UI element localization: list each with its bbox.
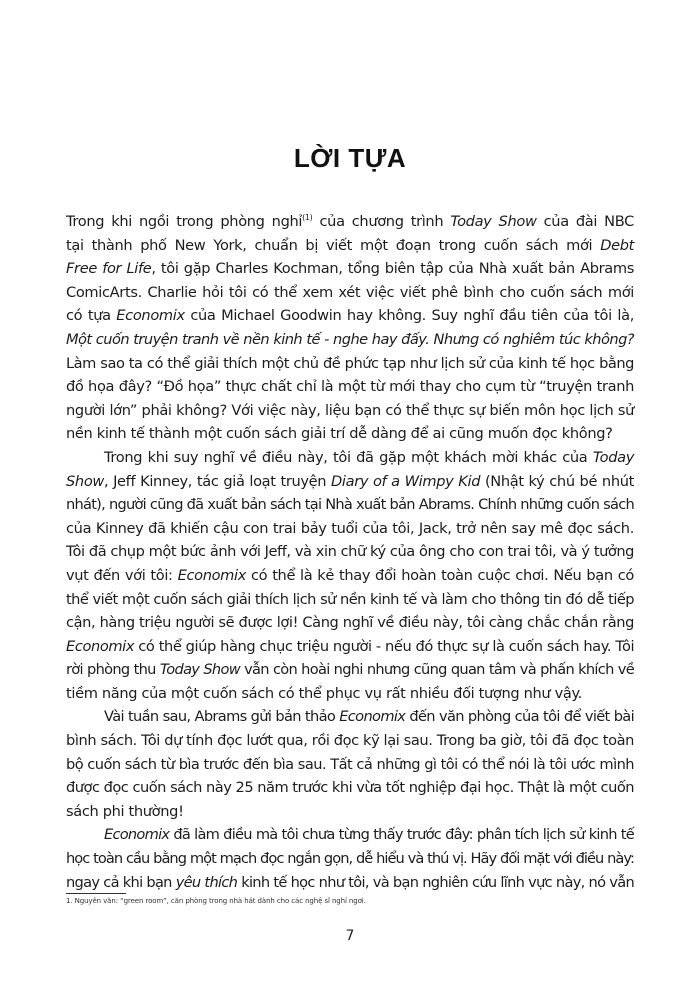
italic-text: Debt xyxy=(600,236,634,254)
text-line xyxy=(66,729,634,753)
italic-text: Economix xyxy=(66,637,135,655)
text-segment: nền kinh tế thành một cuốn sách giải trí dễ dàng để ai cũng muốn đọc không? xyxy=(66,425,613,443)
text-line xyxy=(66,635,634,659)
text-segment: tiềm năng của một cuốn sách có thể phục vụ rất nhiều đối tượng như vậy. xyxy=(66,684,582,702)
italic-text: Show xyxy=(66,472,104,490)
text-segment: Vài tuần sau, Abrams gửi bản thảo xyxy=(104,708,340,726)
text-line xyxy=(66,493,634,517)
text-line xyxy=(66,705,634,729)
text-segment: bộ cuốn sách từ bìa trước đến bìa sau. Tất cả những gì tôi có thể nói là tôi ước mình xyxy=(66,755,634,773)
text-segment: ngay cả khi bạn xyxy=(66,873,176,891)
text-line xyxy=(66,328,634,352)
text-line xyxy=(66,375,634,399)
body-text xyxy=(66,210,634,894)
text-line xyxy=(66,871,634,895)
text-line xyxy=(66,257,634,281)
text-line xyxy=(66,304,634,328)
text-segment: của Kinney đã khiến cậu con trai bảy tuổi của tôi, Jack, trở nên say mê đọc sách. xyxy=(66,519,634,537)
text-segment: ComicArts. Charlie hỏi tôi có thể xem xét việc viết phê bình cho cuốn sách mới xyxy=(66,283,634,301)
italic-text: Economix xyxy=(339,708,406,726)
italic-text: Một cuốn truyện tranh về nền kinh tế - nghe hay đấy. Nhưng có nghiêm túc không? xyxy=(66,330,634,348)
footnote: 1. Nguyên văn: “green room”, căn phòng trong nhà hát dành cho các nghệ sĩ nghỉ ngơi. xyxy=(66,897,366,905)
text-segment: tại thành phố New York, chuẩn bị viết một đoạn trong cuốn sách mới xyxy=(66,236,601,254)
text-segment: của Michael Goodwin hay không. Suy nghĩ đầu tiên của tôi là, xyxy=(184,307,634,325)
text-line xyxy=(66,234,634,258)
text-line xyxy=(66,281,634,305)
text-line xyxy=(66,847,634,871)
text-line xyxy=(66,564,634,588)
text-line xyxy=(66,682,634,706)
page-number: 7 xyxy=(345,928,355,944)
text-segment: vụt đến với tôi: xyxy=(66,566,178,584)
text-line xyxy=(66,446,634,470)
footnote-divider xyxy=(66,893,126,894)
text-line xyxy=(66,517,634,541)
text-segment: đồ họa đây? “Đồ họa” thực chất chỉ là một từ mới thay cho cụm từ “truyện tranh xyxy=(66,378,634,396)
text-line xyxy=(66,823,634,847)
text-segment: có thể là kẻ thay đổi hoàn toàn cuộc chơi. Nếu bạn có xyxy=(246,566,634,584)
text-segment: thể viết một cuốn sách giải thích lịch sử nền kinh tế và làm cho thông tin đó dễ tiếp xyxy=(66,590,634,608)
text-line xyxy=(66,210,634,234)
text-segment: của đài NBC xyxy=(536,213,634,230)
text-segment: (Nhật ký chú bé nhút xyxy=(480,472,634,490)
page-title: LỜI TỰA xyxy=(293,143,407,173)
text-segment: bình sách. Tôi dự tính đọc lướt qua, rồi đọc kỹ lại sau. Trong ba giờ, tôi đã đọc toàn xyxy=(66,732,634,750)
italic-text: yêu thích xyxy=(175,873,238,891)
footnote-reference: (1) xyxy=(302,213,313,222)
text-segment: có tựa xyxy=(66,307,117,325)
italic-text: Economix xyxy=(177,566,247,584)
italic-text: Today Show xyxy=(159,661,240,679)
text-segment: có thể giúp hàng chục triệu người - nếu đó thực sự là cuốn sách hay. Tôi xyxy=(134,637,635,655)
text-segment: , tôi gặp Charles Kochman, tổng biên tập của Nhà xuất bản Abrams xyxy=(151,260,634,278)
italic-text: Today Show xyxy=(450,213,537,230)
text-segment: Trong khi suy nghĩ về điều này, tôi đã gặp một khách mời khác của xyxy=(104,448,593,466)
text-line xyxy=(66,658,634,682)
text-line xyxy=(66,800,634,824)
text-line xyxy=(66,611,634,635)
text-segment: sách phi thường! xyxy=(66,802,184,820)
italic-text: Economix xyxy=(116,307,185,325)
text-segment: đã làm điều mà tôi chưa từng thấy trước đây: phân tích lịch sử kinh tế xyxy=(169,826,634,844)
text-line xyxy=(66,470,634,494)
text-segment: cận, hàng triệu người sẽ được lợi! Càng nghĩ về điều này, tôi càng chắc chắn rằng xyxy=(66,614,634,632)
text-segment: của chương trình xyxy=(312,213,451,230)
text-segment: kinh tế học như tôi, và bạn nghiên cứu lĩnh vực này, nó vẫn xyxy=(237,873,634,891)
text-line xyxy=(66,422,634,446)
text-segment: được đọc cuốn sách này 25 năm trước khi vừa tốt nghiệp đại học. Thật là một cuốn xyxy=(66,779,634,797)
text-segment: vẫn còn hoài nghi nhưng cũng quan tâm và phấn khích về xyxy=(239,661,634,679)
text-segment: nhát), người cũng đã xuất bản sách tại Nhà xuất bản Abrams. Chính những cuốn sách xyxy=(66,496,634,514)
text-segment: học toàn cầu bằng một mạch đọc ngắn gọn, dễ hiểu và thú vị. Hãy đối mặt với điều này: xyxy=(66,850,634,868)
text-segment: Làm sao ta có thể giải thích một chủ đề phức tạp như lịch sử của kinh tế học bằng xyxy=(66,354,634,372)
text-line xyxy=(66,352,634,376)
text-line xyxy=(66,588,634,612)
text-segment: đến văn phòng của tôi để viết bài xyxy=(405,708,635,726)
italic-text: Today xyxy=(592,448,634,466)
text-segment: Trong khi ngồi trong phòng nghỉ xyxy=(66,213,303,230)
text-line xyxy=(66,753,634,777)
text-line xyxy=(66,776,634,800)
text-segment: , Jeff Kinney, tác giả loạt truyện xyxy=(103,472,332,490)
italic-text: Diary of a Wimpy Kid xyxy=(331,472,481,490)
text-line xyxy=(66,540,634,564)
italic-text: Free for Life xyxy=(66,260,152,278)
italic-text: Economix xyxy=(104,826,170,844)
text-line xyxy=(66,399,634,423)
text-segment: Tôi đã chụp một bức ảnh với Jeff, và xin chữ ký của ông cho con trai tôi, và ý tưởng xyxy=(66,543,634,561)
text-segment: người lớn” phải không? Với việc này, liệu bạn có thể thực sự biến môn học lịch sử xyxy=(66,401,634,419)
text-segment: rời phòng thu xyxy=(66,661,160,679)
